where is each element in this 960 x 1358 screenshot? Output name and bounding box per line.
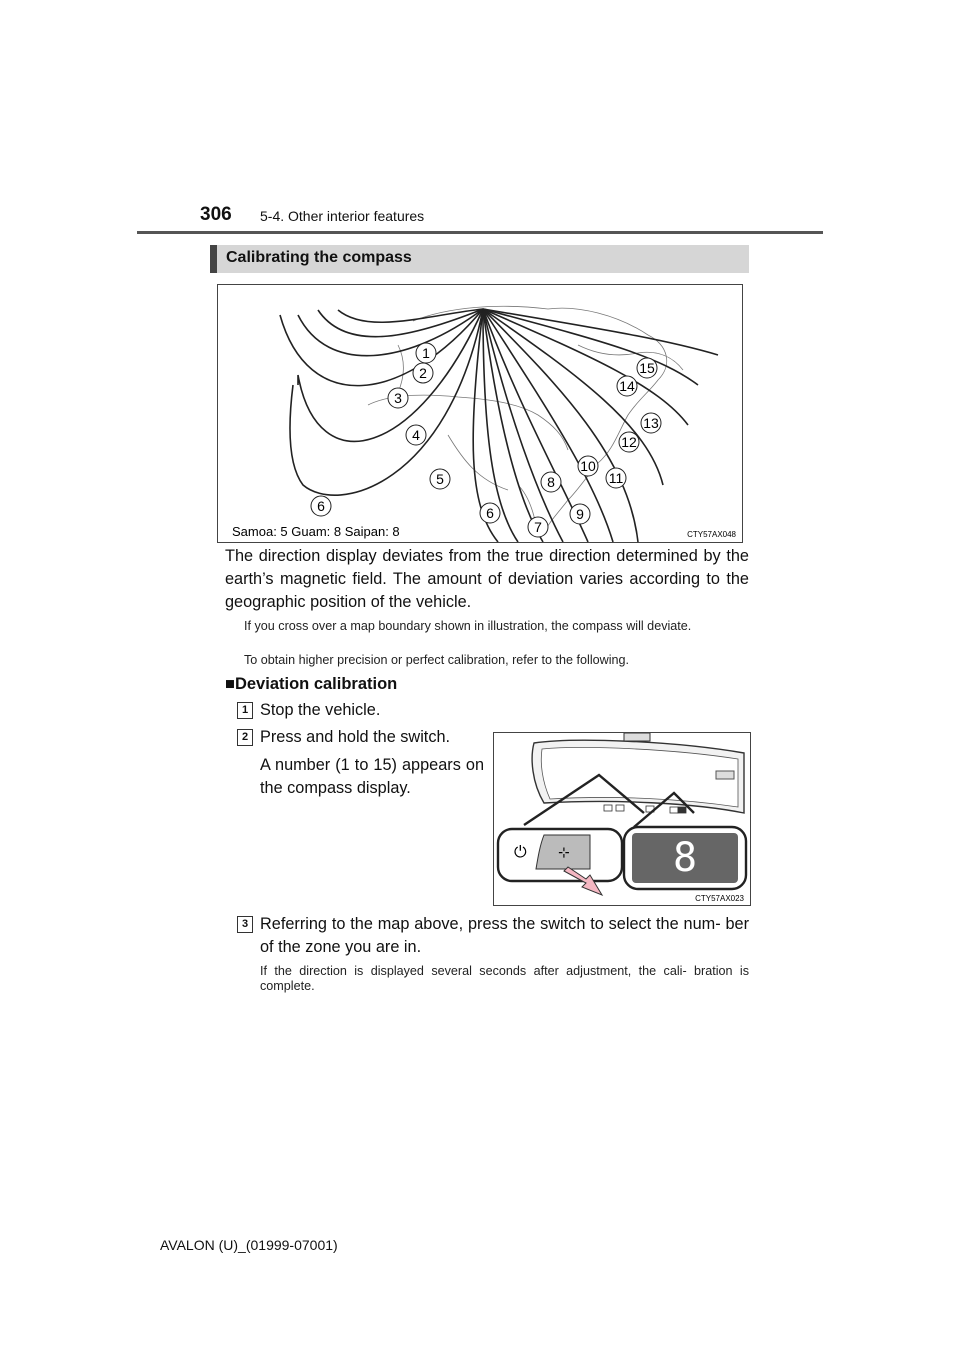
mirror-switch-illustration [493, 732, 751, 906]
note-precision: To obtain higher precision or perfect calibration, refer to the following. [244, 653, 630, 667]
svg-text:6: 6 [317, 498, 325, 514]
svg-text:5: 5 [436, 471, 444, 487]
svg-text:7: 7 [534, 519, 542, 535]
zone-marker-14 [617, 376, 637, 396]
svg-text:10: 10 [580, 458, 596, 474]
deviation-heading [225, 675, 397, 694]
section-title-bar [210, 245, 749, 273]
zone-marker-13 [641, 413, 661, 433]
svg-text:4: 4 [412, 427, 420, 443]
running-header: 5-4. Other interior features [260, 208, 425, 224]
zone-map-svg [218, 285, 742, 542]
step-number-3: 3 [237, 916, 253, 933]
zone-marker-1 [416, 343, 436, 363]
zone-marker-9 [570, 504, 590, 524]
svg-text:14: 14 [619, 378, 635, 394]
map-caption: Samoa: 5 Guam: 8 Saipan: 8 [232, 524, 400, 539]
svg-text:8: 8 [547, 474, 555, 490]
zone-marker-5 [430, 469, 450, 489]
compass-zone-map [217, 284, 743, 543]
bullet-square: ■ [225, 675, 235, 693]
display-digit: 8 [672, 835, 698, 881]
svg-text:12: 12 [621, 434, 637, 450]
note-boundary: If you cross over a map boundary shown in illustration, the compass will deviate. [244, 619, 692, 633]
zone-marker-7 [528, 517, 548, 537]
svg-text:3: 3 [394, 390, 402, 406]
mirror-svg [494, 733, 750, 905]
section-title: Calibrating the compass [226, 249, 412, 266]
svg-text:⊹: ⊹ [558, 845, 570, 861]
calibration-complete-note: If the direction is displayed several seconds after adjustment, the cali- bration is complete. [260, 964, 749, 993]
svg-text:9: 9 [576, 506, 584, 522]
zone-marker-2 [413, 363, 433, 383]
intro-paragraph: The direction display deviates from the true direction determined by the earth’s magnetic field. The amount of deviation varies according to the geographic position of the vehicle. [225, 547, 749, 611]
svg-text:1: 1 [422, 345, 430, 361]
continent-outline [368, 306, 683, 535]
zone-marker-12 [619, 432, 639, 452]
step-3-text: Referring to the map above, press the switch to select the num- ber of the zone you are in. [260, 915, 749, 956]
svg-text:15: 15 [639, 360, 655, 376]
header-rule [137, 231, 823, 234]
step-2-subtext: A number (1 to 15) appears on the compass display. [260, 756, 484, 797]
zone-marker-11 [606, 468, 626, 488]
zone-marker-15 [637, 358, 657, 378]
step-1-text: Stop the vehicle. [260, 701, 381, 719]
step-number-1: 1 [237, 702, 253, 719]
zone-marker-3 [388, 388, 408, 408]
map-code: CTY57AX048 [687, 530, 736, 539]
svg-text:11: 11 [608, 470, 624, 486]
zone-marker-4 [406, 425, 426, 445]
svg-text:2: 2 [419, 365, 427, 381]
zone-marker-6a [311, 496, 331, 516]
mirror-code: CTY57AX023 [695, 894, 744, 903]
section-accent [210, 245, 217, 273]
step-2-text: Press and hold the switch. [260, 728, 451, 746]
svg-text:⏻: ⏻ [514, 842, 527, 861]
zone-marker-8 [541, 472, 561, 492]
svg-text:13: 13 [643, 415, 659, 431]
zone-marker-10 [578, 456, 598, 476]
svg-text:6: 6 [486, 505, 494, 521]
footer-model: AVALON (U)_(01999-07001) [160, 1237, 338, 1253]
step-number-2: 2 [237, 729, 253, 746]
page-number: 306 [200, 204, 232, 225]
zone-marker-6b [480, 503, 500, 523]
deviation-heading-text: Deviation calibration [234, 675, 398, 693]
